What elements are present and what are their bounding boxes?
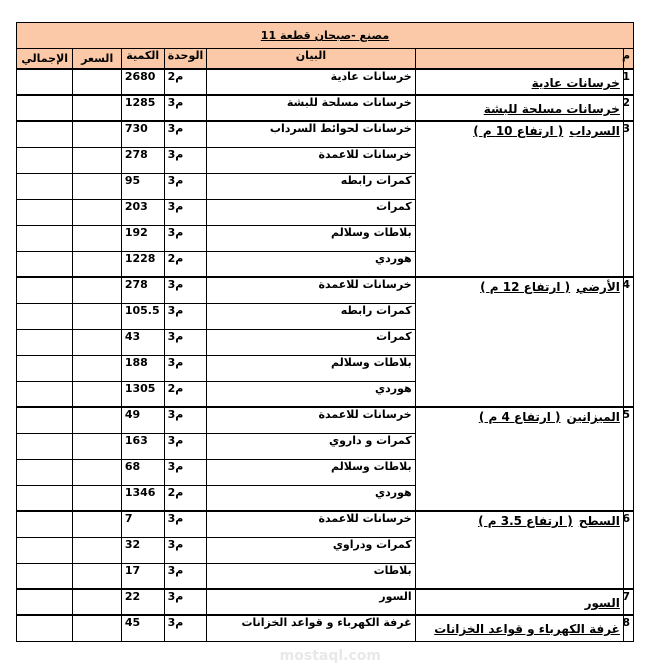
section-title: السور <box>584 596 620 610</box>
table-row <box>17 511 634 537</box>
item-price <box>73 277 121 303</box>
section-height: ( ارتفاع 12 م ) <box>480 280 571 294</box>
item-unit: م3 <box>164 355 207 381</box>
item-unit: م2 <box>164 485 207 511</box>
section-label <box>532 76 620 90</box>
item-quantity: 1305 <box>121 381 164 407</box>
section-label <box>479 410 620 424</box>
item-unit: م3 <box>164 329 207 355</box>
header-total: الإجمالي <box>17 49 73 70</box>
item-quantity: 730 <box>121 121 164 147</box>
item-description: كمرات رابطه <box>207 303 415 329</box>
item-description: بلاطات وسلالم <box>207 459 415 485</box>
item-total <box>17 173 73 199</box>
table-row <box>17 277 634 303</box>
item-quantity: 22 <box>121 589 164 615</box>
item-total <box>17 303 73 329</box>
section-title: السرداب <box>569 124 620 138</box>
item-total <box>17 563 73 589</box>
item-quantity: 17 <box>121 563 164 589</box>
item-total <box>17 355 73 381</box>
item-description: هوردي <box>207 381 415 407</box>
item-price <box>73 511 121 537</box>
item-total <box>17 95 73 121</box>
item-unit: م3 <box>164 173 207 199</box>
table-row <box>17 121 634 147</box>
item-price <box>73 225 121 251</box>
item-description: بلاطات <box>207 563 415 589</box>
item-total <box>17 407 73 433</box>
header-section <box>415 49 623 70</box>
section-label <box>473 124 620 138</box>
item-quantity: 95 <box>121 173 164 199</box>
item-total <box>17 485 73 511</box>
section-cell <box>415 407 623 511</box>
item-quantity: 188 <box>121 355 164 381</box>
item-unit: م3 <box>164 95 207 121</box>
section-number: 3 <box>623 121 633 277</box>
item-total <box>17 225 73 251</box>
section-label <box>585 596 620 610</box>
item-unit: م3 <box>164 199 207 225</box>
table-row <box>17 69 634 95</box>
item-price <box>73 121 121 147</box>
section-cell <box>415 511 623 589</box>
item-price <box>73 615 121 641</box>
item-description: بلاطات وسلالم <box>207 225 415 251</box>
item-total <box>17 381 73 407</box>
item-price <box>73 459 121 485</box>
item-description: كمرات <box>207 329 415 355</box>
item-quantity: 43 <box>121 329 164 355</box>
item-price <box>73 589 121 615</box>
title-row <box>17 23 634 49</box>
item-price <box>73 355 121 381</box>
item-quantity: 2680 <box>121 69 164 95</box>
section-label <box>434 622 620 636</box>
section-number: 4 <box>623 277 633 407</box>
header-row <box>17 49 634 70</box>
item-total <box>17 199 73 225</box>
item-description: السور <box>207 589 415 615</box>
section-cell <box>415 277 623 407</box>
item-total <box>17 121 73 147</box>
item-total <box>17 459 73 485</box>
item-quantity: 1285 <box>121 95 164 121</box>
item-description: خرسانات للاعمدة <box>207 277 415 303</box>
table-row <box>17 615 634 641</box>
section-number: 8 <box>623 615 633 641</box>
item-price <box>73 95 121 121</box>
section-number: 5 <box>623 407 633 511</box>
section-number: 2 <box>623 95 633 121</box>
item-unit: م3 <box>164 433 207 459</box>
header-price: السعر <box>73 49 121 70</box>
item-price <box>73 329 121 355</box>
item-total <box>17 251 73 277</box>
item-description: غرفة الكهرباء و قواعد الخزانات <box>207 615 415 641</box>
section-cell <box>415 121 623 277</box>
item-description: خرسانات للاعمدة <box>207 147 415 173</box>
section-number: 1 <box>623 69 633 95</box>
item-price <box>73 563 121 589</box>
item-quantity: 68 <box>121 459 164 485</box>
section-title: الميزانين <box>566 410 620 424</box>
item-unit: م3 <box>164 511 207 537</box>
section-cell <box>415 69 623 95</box>
item-price <box>73 173 121 199</box>
item-price <box>73 147 121 173</box>
item-quantity: 32 <box>121 537 164 563</box>
item-price <box>73 381 121 407</box>
item-quantity: 1346 <box>121 485 164 511</box>
section-height: ( ارتفاع 10 م ) <box>473 124 564 138</box>
item-unit: م3 <box>164 537 207 563</box>
item-quantity: 45 <box>121 615 164 641</box>
section-label <box>484 102 620 116</box>
item-description: خرسانات عادية <box>207 69 415 95</box>
section-label <box>480 280 620 294</box>
section-number: 6 <box>623 511 633 589</box>
item-description: خرسانات للاعمدة <box>207 511 415 537</box>
item-total <box>17 69 73 95</box>
section-height: ( ارتفاع 3.5 م ) <box>478 514 573 528</box>
item-description: خرسانات لحوائط السرداب <box>207 121 415 147</box>
item-quantity: 105.5 <box>121 303 164 329</box>
item-total <box>17 615 73 641</box>
section-label <box>478 514 620 528</box>
item-price <box>73 407 121 433</box>
item-price <box>73 433 121 459</box>
watermark: mostaql.com <box>279 648 381 664</box>
item-price <box>73 485 121 511</box>
item-quantity: 192 <box>121 225 164 251</box>
section-title: خرسانات عادية <box>531 76 620 90</box>
section-cell <box>415 95 623 121</box>
item-description: هوردي <box>207 485 415 511</box>
item-description: هوردي <box>207 251 415 277</box>
header-qty: الكمية <box>121 49 164 70</box>
item-description: خرسانات للاعمدة <box>207 407 415 433</box>
section-number: 7 <box>623 589 633 615</box>
item-price <box>73 537 121 563</box>
table-row <box>17 407 634 433</box>
item-unit: م3 <box>164 277 207 303</box>
item-price <box>73 251 121 277</box>
item-quantity: 278 <box>121 147 164 173</box>
document-title: مصنع -صبحان قطعة 11 <box>260 29 390 42</box>
item-description: بلاطات وسلالم <box>207 355 415 381</box>
header-desc: البيان <box>207 49 415 70</box>
item-unit: م3 <box>164 407 207 433</box>
table-row <box>17 95 634 121</box>
item-price <box>73 303 121 329</box>
section-title: غرفة الكهرباء و قواعد الخزانات <box>434 622 620 636</box>
header-unit: الوحدة <box>164 49 207 70</box>
item-description: كمرات رابطه <box>207 173 415 199</box>
item-quantity: 1228 <box>121 251 164 277</box>
item-unit: م3 <box>164 459 207 485</box>
item-description: كمرات و داروي <box>207 433 415 459</box>
item-total <box>17 147 73 173</box>
table-row <box>17 589 634 615</box>
item-quantity: 7 <box>121 511 164 537</box>
item-unit: م3 <box>164 303 207 329</box>
item-unit: م2 <box>164 69 207 95</box>
item-unit: م3 <box>164 589 207 615</box>
item-description: كمرات <box>207 199 415 225</box>
section-height: ( ارتفاع 4 م ) <box>478 410 561 424</box>
item-price <box>73 69 121 95</box>
item-unit: م3 <box>164 563 207 589</box>
item-description: خرسانات مسلحة للبشة <box>207 95 415 121</box>
quantities-table <box>16 22 634 642</box>
section-title: خرسانات مسلحة للبشة <box>483 102 620 116</box>
item-unit: م3 <box>164 147 207 173</box>
section-cell <box>415 589 623 615</box>
item-quantity: 49 <box>121 407 164 433</box>
item-unit: م2 <box>164 251 207 277</box>
item-unit: م3 <box>164 615 207 641</box>
item-price <box>73 199 121 225</box>
item-quantity: 203 <box>121 199 164 225</box>
section-title: الأرضي <box>576 280 620 294</box>
item-description: كمرات ودراوي <box>207 537 415 563</box>
item-unit: م2 <box>164 381 207 407</box>
item-total <box>17 329 73 355</box>
item-total <box>17 511 73 537</box>
item-unit: م3 <box>164 225 207 251</box>
header-m: م <box>623 49 633 70</box>
item-total <box>17 277 73 303</box>
item-total <box>17 537 73 563</box>
item-quantity: 163 <box>121 433 164 459</box>
section-title: السطح <box>578 514 620 528</box>
item-total <box>17 589 73 615</box>
item-unit: م3 <box>164 121 207 147</box>
item-total <box>17 433 73 459</box>
section-cell <box>415 615 623 641</box>
item-quantity: 278 <box>121 277 164 303</box>
